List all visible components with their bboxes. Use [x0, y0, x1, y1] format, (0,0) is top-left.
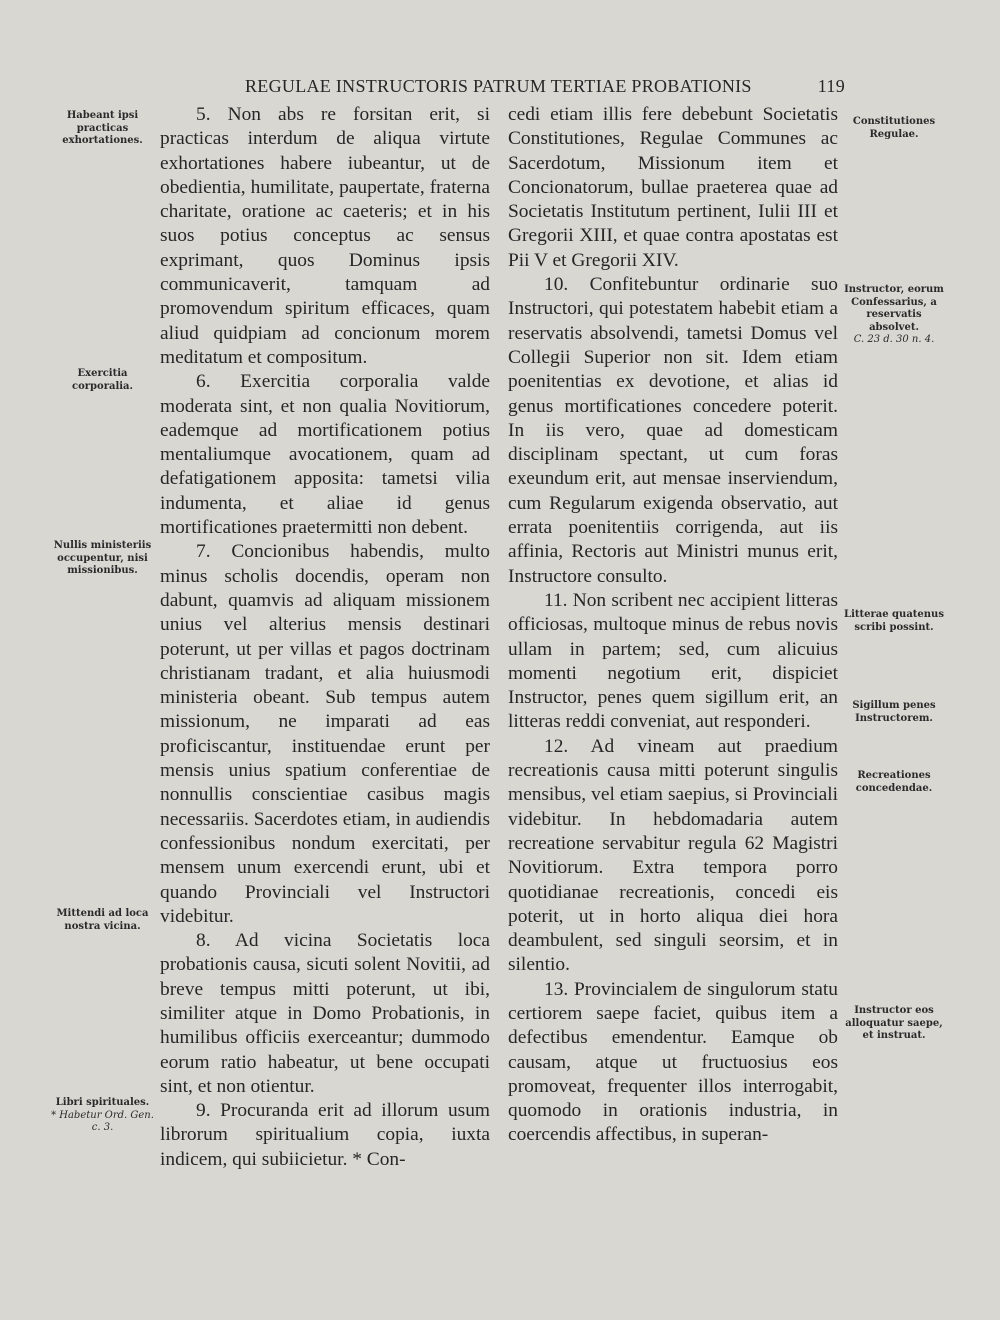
paragraph-11: 11. Non scribent nec accipient litteras officiosas, multoque minus de rebus novis ullam in partem; sed, cum alicuius momenti negotium erit, dispiciet Instructor, penes quem sigillum erit, an litteras reddi conveniat, aut responderi.	[508, 589, 838, 733]
margin-note-text: Habeant ipsi practicas exhortationes.	[62, 110, 143, 146]
margin-note-left	[50, 540, 155, 578]
margin-note-text: Constitutiones Regulae.	[852, 116, 936, 140]
citation-reference: C. 23 d. 30 n. 4.	[853, 334, 935, 345]
footnote-reference: * Habetur Ord. Gen. c. 3.	[51, 1109, 154, 1133]
margin-note-text: Instructor, eorum Confessarius, a reservatis absolvet.	[844, 284, 944, 333]
margin-note-text: Litterae quatenus scribi possint.	[844, 609, 944, 633]
paragraph-12: 12. Ad vineam aut praedium recreationis causa mitti poterunt singulis mensibus, vel etiam saepius, si Provinciali videbitur. In hebdomadaria autem recreatione servabitur regula 62 Magistri Novitiorum. Extra tempora porro quotidianae recreationis, concedi eis poterit, ut in horto aliqua diei hora deambulent, sed singuli seorsim, et in silentio.	[508, 735, 838, 976]
margin-note-text: Mittendi ad loca nostra vicina.	[56, 908, 149, 932]
margin-note-text: Sigillum penes Instructorem.	[852, 700, 936, 724]
paragraph-9-continued: cedi etiam illis fere debebunt Societatis Constitutiones, Regulae Communes ac Sacerdotum, Missionum item et Concionatorum, bullae praeterea quae ad Societatis Institutum pertinent, Iulii III et Gregorii XIII, et quae contra apostatas est Pii V et Gregorii XIV.	[508, 104, 838, 271]
margin-note-right	[840, 284, 948, 347]
right-text-column	[508, 103, 838, 1148]
margin-note-left	[50, 908, 155, 933]
running-header	[245, 76, 845, 102]
margin-note-text: Exercitia corporalia.	[72, 368, 133, 392]
paragraph-10: 10. Confitebuntur ordinarie suo Instructori, qui potestatem habebit etiam a reservatis absolvendi, tametsi Domus vel Collegii Superior non sit. Idem etiam poenitentias ex devotione, et alias id genus mortificationes concedere poterit. In iis vero, quae ad domesticam disciplinam spectant, ut cum foras exeundum erit, aut mensae inserviendum, cum Regularum exigenda observatio, aut errata poenitentiis corrigenda, aut iis affinia, Rectoris aut Ministri munus erit, Instructore consulto.	[508, 274, 838, 587]
margin-note-left	[50, 110, 155, 148]
margin-note-text: Nullis ministeriis occupentur, nisi missionibus.	[53, 540, 152, 576]
margin-note-right	[840, 770, 948, 795]
margin-note-text: Libri spirituales.	[55, 1097, 150, 1108]
margin-note-right	[840, 609, 948, 634]
margin-note-left	[50, 1097, 155, 1135]
margin-note-right	[840, 116, 948, 141]
paragraph-9: 9. Procuranda erit ad illorum usum librorum spiritualium copia, iuxta indicem, qui subiicietur. * Con-	[160, 1100, 490, 1170]
paragraph-13: 13. Provincialem de singulorum statu certiorem saepe faciet, quibus item a defectibus emendentur. Eamque ob causam, atque ut fructuosius eos promoveat, frequenter illos interrogabit, quomodo in orationis industria, in coercendis affectibus, in superan-	[508, 978, 838, 1146]
paragraph-8: 8. Ad vicina Societatis loca probationis causa, sicuti solent Novitii, ad breve tempus mitti poterunt, ut ibi, similiter atque in Domo Probationis, in humilibus officiis exerceantur; dummodo eorum ratio habeatur, ut bene occupati sint, et non otientur.	[160, 930, 490, 1097]
paragraph-6: 6. Exercitia corporalia valde moderata sint, et non qualia Novitiorum, eademque ad mortificationem potius mentaliumque avocationem, quam ad defatigationem apposita: tametsi vilia indumenta, et aliae id genus mortificationes praetermitti non debent.	[160, 371, 490, 539]
margin-note-right	[840, 1005, 948, 1043]
paragraph-7: 7. Concionibus habendis, multo minus scholis docendis, operam non dabunt, quamvis ad aliquam missionem unius vel alterius mensis destinari poterunt, ut per villas et pagos doctrinam christianam tradant, et alia huiusmodi ministeria obeant. Sub tempus autem missionum, ne imparati ad eas proficiscantur, instituendae erunt per mensis unius spatium conferentiae de nonnullis conscientiae casibus magis necessariis. Sacerdotes etiam, in audiendis confessionibus nondum exercitati, per mensem unum exercendi erunt, ubi et quando Provinciali vel Instructori videbitur.	[160, 541, 490, 927]
margin-note-text: Recreationes concedendae.	[855, 770, 933, 794]
left-text-column	[160, 103, 490, 1172]
paragraph-5: 5. Non abs re forsitan erit, si practicas interdum de aliqua virtute exhortationes habere iubeantur, ut de obedientia, humilitate, paupertate, fraterna charitate, oratione ac caeteris; et in his suos potius conceptus ac sensus exprimant, quos Dominus ipsis communicaverit, tamquam ad promovendum spiritum efficaces, quam aliud quidpiam ad concionum morem meditatum et compositum.	[160, 104, 490, 368]
margin-note-text: Instructor eos alloquatur saepe, et instruat.	[845, 1005, 943, 1041]
header-title: REGULAE INSTRUCTORIS PATRUM TERTIAE PROBATIONIS	[245, 76, 752, 96]
margin-note-right	[840, 700, 948, 725]
page-number: 119	[817, 76, 845, 96]
margin-note-left	[50, 368, 155, 393]
